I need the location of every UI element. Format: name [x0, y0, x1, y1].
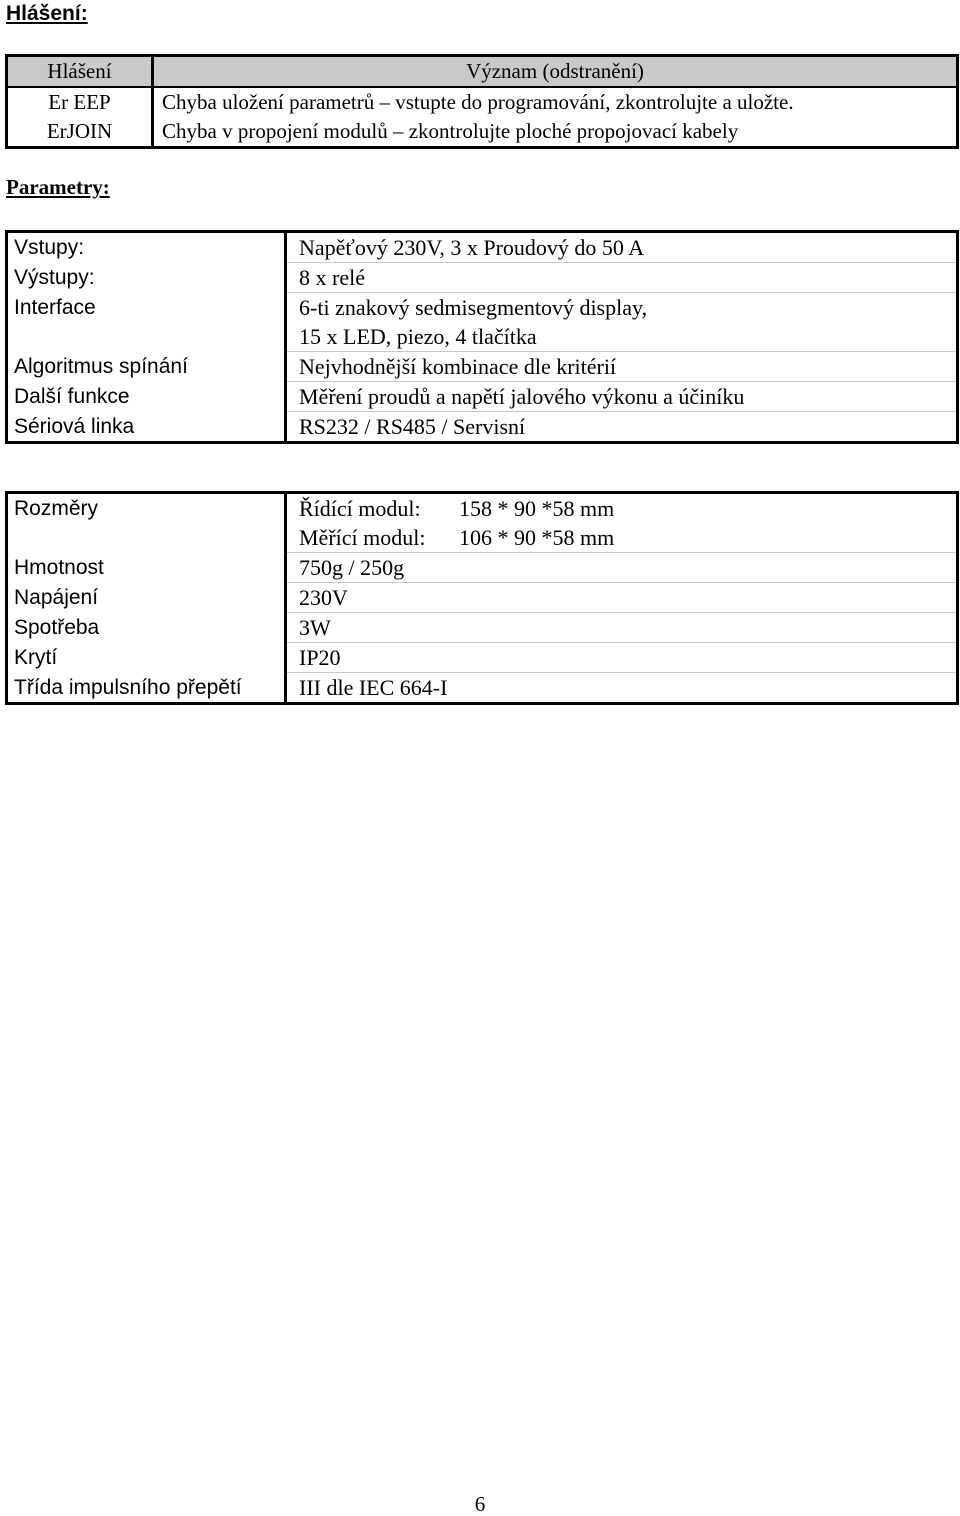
param-value: RS232 / RS485 / Servisní	[299, 414, 526, 439]
param-label	[7, 523, 286, 553]
param-label: Sériová linka	[7, 412, 286, 443]
table-row	[7, 553, 958, 583]
param-value: 3W	[286, 613, 958, 643]
hlaseni-header-row	[7, 56, 958, 88]
hlaseni-header-code: Hlášení	[7, 56, 153, 88]
table-row	[7, 293, 958, 323]
param-label: Třída impulsního přepětí	[7, 673, 286, 704]
table-row	[7, 352, 958, 382]
param-value: III dle IEC 664-I	[299, 675, 448, 700]
table-row	[7, 643, 958, 673]
param-value	[286, 493, 958, 524]
table-row	[7, 322, 958, 352]
module-name: Řídící modul:	[299, 496, 421, 521]
error-description: Chyba uložení parametrů – vstupte do programování, zkontrolujte a uložte.	[162, 90, 794, 114]
hlaseni-heading: Hlášení:	[6, 2, 88, 25]
param-value: 6-ti znakový sedmisegmentový display,	[299, 295, 648, 320]
hlaseni-table	[5, 54, 959, 149]
param-value: 230V	[286, 583, 958, 613]
table-row	[7, 232, 958, 263]
table-row	[7, 523, 958, 553]
param-label: Spotřeba	[7, 613, 286, 643]
table-row	[7, 117, 958, 148]
param-label: Další funkce	[7, 382, 286, 412]
param-value: Měření proudů a napětí jalového výkonu a účiníku	[286, 382, 958, 412]
param-label	[7, 322, 286, 352]
param-label: Interface	[7, 293, 286, 323]
param-value: Napěťový 230V, 3 x Proudový do 50 A	[286, 232, 958, 263]
module-size: 106 * 90 *58 mm	[459, 525, 615, 550]
param-label: Rozměry	[7, 493, 286, 524]
param-value: 8 x relé	[286, 263, 958, 293]
parameters-table	[5, 230, 959, 444]
parametry-heading: Parametry:	[6, 175, 110, 199]
module-size: 158 * 90 *58 mm	[459, 496, 615, 521]
error-description: Chyba v propojení modulů – zkontrolujte ploché propojovací kabely	[162, 119, 739, 143]
table-row	[7, 87, 958, 117]
error-code: Er EEP	[7, 87, 153, 117]
table-row	[7, 493, 958, 524]
param-label: Krytí	[7, 643, 286, 673]
param-label: Algoritmus spínání	[7, 352, 286, 382]
module-name: Měřící modul:	[299, 525, 426, 550]
param-value: 15 x LED, piezo, 4 tlačítka	[286, 322, 958, 352]
hlaseni-header-description: Význam (odstranění)	[153, 56, 958, 88]
param-value	[286, 523, 958, 553]
table-row	[7, 613, 958, 643]
param-value: 750g / 250g	[286, 553, 958, 583]
table-row	[7, 382, 958, 412]
table-row	[7, 412, 958, 443]
dimensions-table	[5, 491, 959, 705]
param-label: Výstupy:	[7, 263, 286, 293]
table-row	[7, 583, 958, 613]
param-value: IP20	[286, 643, 958, 673]
param-label: Napájení	[7, 583, 286, 613]
param-value: Nejvhodnější kombinace dle kritérií	[286, 352, 958, 382]
error-code: ErJOIN	[7, 117, 153, 148]
table-row	[7, 263, 958, 293]
param-label: Hmotnost	[7, 553, 286, 583]
table-row	[7, 673, 958, 704]
page-number: 6	[474, 1492, 486, 1516]
param-label: Vstupy:	[7, 232, 286, 263]
